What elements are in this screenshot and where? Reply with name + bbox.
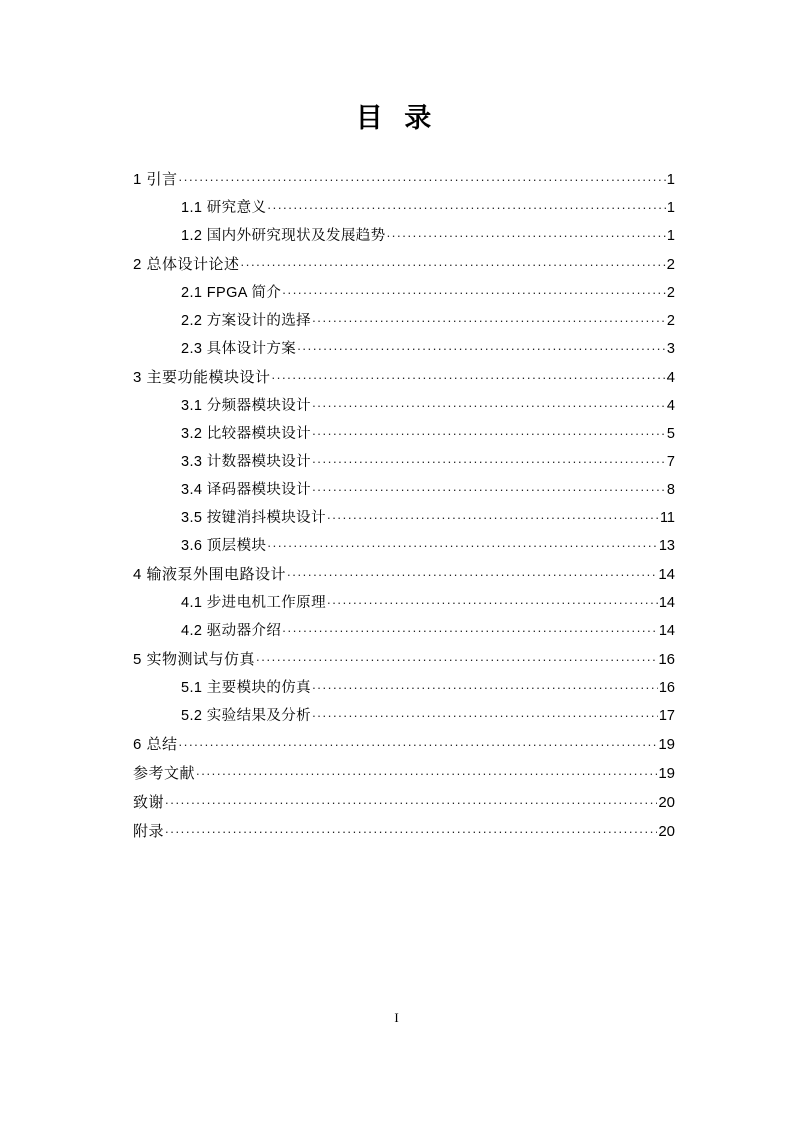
toc-entry-page-number: 2 bbox=[666, 256, 675, 273]
toc-leader-dots bbox=[267, 191, 666, 219]
toc-entry-label: 5.2 实验结果及分析 bbox=[181, 708, 312, 724]
toc-leader-dots bbox=[165, 785, 657, 814]
toc-leader-dots bbox=[196, 756, 657, 785]
toc-entry-label: 致谢 bbox=[133, 794, 165, 811]
toc-entry-label: 5.1 主要模块的仿真 bbox=[181, 680, 312, 696]
toc-entry-page-number: 19 bbox=[658, 765, 675, 782]
toc-entry-label: 3.5 按键消抖模块设计 bbox=[181, 510, 326, 526]
toc-leader-dots bbox=[387, 219, 666, 247]
toc-leader-dots bbox=[256, 642, 657, 671]
toc-entry-page-number: 8 bbox=[666, 482, 675, 498]
toc-entry-label: 4 输液泵外围电路设计 bbox=[133, 566, 287, 583]
toc-entry[interactable] bbox=[133, 645, 675, 674]
toc-entry[interactable] bbox=[133, 165, 675, 194]
toc-entry-page-number: 14 bbox=[658, 623, 675, 639]
toc-leader-dots bbox=[282, 614, 658, 642]
toc-entry[interactable] bbox=[181, 674, 675, 702]
toc-entry[interactable] bbox=[181, 702, 675, 730]
toc-entry-label: 附录 bbox=[133, 823, 165, 840]
toc-entry-label: 3 主要功能模块设计 bbox=[133, 369, 271, 386]
toc-entry-page-number: 16 bbox=[658, 651, 675, 668]
toc-entry-label: 3.1 分频器模块设计 bbox=[181, 398, 312, 414]
toc-entry-page-number: 14 bbox=[658, 595, 675, 611]
toc-leader-dots bbox=[267, 529, 657, 557]
toc-entry-page-number: 4 bbox=[666, 369, 675, 386]
toc-entry-label: 参考文献 bbox=[133, 765, 196, 782]
toc-entry-label: 6 总结 bbox=[133, 736, 178, 753]
toc-entry-label: 3.3 计数器模块设计 bbox=[181, 454, 312, 470]
toc-leader-dots bbox=[312, 671, 658, 699]
toc-entry[interactable] bbox=[133, 817, 675, 846]
toc-entry-label: 3.2 比较器模块设计 bbox=[181, 426, 312, 442]
toc-entry-label: 2.3 具体设计方案 bbox=[181, 341, 297, 357]
toc-entry[interactable] bbox=[181, 532, 675, 560]
toc-leader-dots bbox=[297, 332, 666, 360]
toc-entry-page-number: 1 bbox=[666, 228, 675, 244]
toc-leader-dots bbox=[165, 814, 657, 843]
toc-entry-label: 4.1 步进电机工作原理 bbox=[181, 595, 326, 611]
toc-entry-page-number: 1 bbox=[666, 171, 675, 188]
toc-entry-label: 3.4 译码器模块设计 bbox=[181, 482, 312, 498]
toc-entry[interactable] bbox=[181, 279, 675, 307]
toc-leader-dots bbox=[282, 276, 666, 304]
toc-leader-dots bbox=[272, 360, 666, 389]
toc-entry-page-number: 4 bbox=[666, 398, 675, 414]
toc-entry[interactable] bbox=[133, 363, 675, 392]
toc-entry[interactable] bbox=[181, 335, 675, 363]
toc-entry[interactable] bbox=[181, 617, 675, 645]
toc-entry-label: 5 实物测试与仿真 bbox=[133, 651, 256, 668]
toc-leader-dots bbox=[241, 247, 666, 276]
toc-entry-label: 4.2 驱动器介绍 bbox=[181, 623, 282, 639]
toc-entry-page-number: 14 bbox=[658, 566, 675, 583]
toc-entry[interactable] bbox=[181, 476, 675, 504]
toc-entry-page-number: 20 bbox=[658, 794, 675, 811]
page-title: 目 录 bbox=[355, 103, 438, 134]
toc-entry[interactable] bbox=[181, 194, 675, 222]
toc-leader-dots bbox=[312, 699, 658, 727]
toc-entry-label: 2 总体设计论述 bbox=[133, 256, 240, 273]
toc-leader-dots bbox=[312, 389, 666, 417]
toc-leader-dots bbox=[287, 557, 657, 586]
toc-entry[interactable] bbox=[181, 222, 675, 250]
toc-entry[interactable] bbox=[133, 759, 675, 788]
toc-entry-page-number: 13 bbox=[658, 538, 675, 554]
toc-entry-label: 2.1 FPGA 简介 bbox=[181, 285, 282, 301]
toc-entry[interactable] bbox=[133, 788, 675, 817]
table-of-contents bbox=[123, 165, 675, 846]
toc-entry-page-number: 1 bbox=[666, 200, 675, 216]
toc-entry[interactable] bbox=[181, 448, 675, 476]
toc-entry-page-number: 20 bbox=[658, 823, 675, 840]
toc-entry-label: 3.6 顶层模块 bbox=[181, 538, 267, 554]
toc-leader-dots bbox=[312, 473, 666, 501]
toc-entry-page-number: 7 bbox=[666, 454, 675, 470]
toc-entry-page-number: 5 bbox=[666, 426, 675, 442]
toc-entry[interactable] bbox=[133, 730, 675, 759]
footer-page-number: I bbox=[394, 1010, 399, 1025]
toc-leader-dots bbox=[312, 445, 666, 473]
toc-entry-label: 1.2 国内外研究现状及发展趋势 bbox=[181, 228, 386, 244]
toc-leader-dots bbox=[312, 417, 666, 445]
toc-entry[interactable] bbox=[181, 504, 675, 532]
toc-leader-dots bbox=[179, 727, 658, 756]
toc-leader-dots bbox=[179, 162, 666, 191]
toc-entry[interactable] bbox=[181, 307, 675, 335]
toc-entry-page-number: 17 bbox=[658, 708, 675, 724]
toc-entry[interactable] bbox=[181, 392, 675, 420]
toc-entry-page-number: 2 bbox=[666, 285, 675, 301]
toc-entry[interactable] bbox=[181, 420, 675, 448]
toc-entry-page-number: 16 bbox=[658, 680, 675, 696]
toc-leader-dots bbox=[327, 501, 659, 529]
toc-entry[interactable] bbox=[133, 250, 675, 279]
toc-entry[interactable] bbox=[133, 560, 675, 589]
toc-entry-page-number: 11 bbox=[659, 510, 675, 526]
toc-leader-dots bbox=[312, 304, 666, 332]
toc-entry[interactable] bbox=[181, 589, 675, 617]
toc-entry-page-number: 2 bbox=[666, 313, 675, 329]
toc-entry-page-number: 3 bbox=[666, 341, 675, 357]
toc-leader-dots bbox=[327, 586, 658, 614]
toc-entry-page-number: 19 bbox=[658, 736, 675, 753]
toc-entry-label: 1.1 研究意义 bbox=[181, 200, 267, 216]
toc-entry-label: 2.2 方案设计的选择 bbox=[181, 313, 312, 329]
toc-entry-label: 1 引言 bbox=[133, 171, 178, 188]
